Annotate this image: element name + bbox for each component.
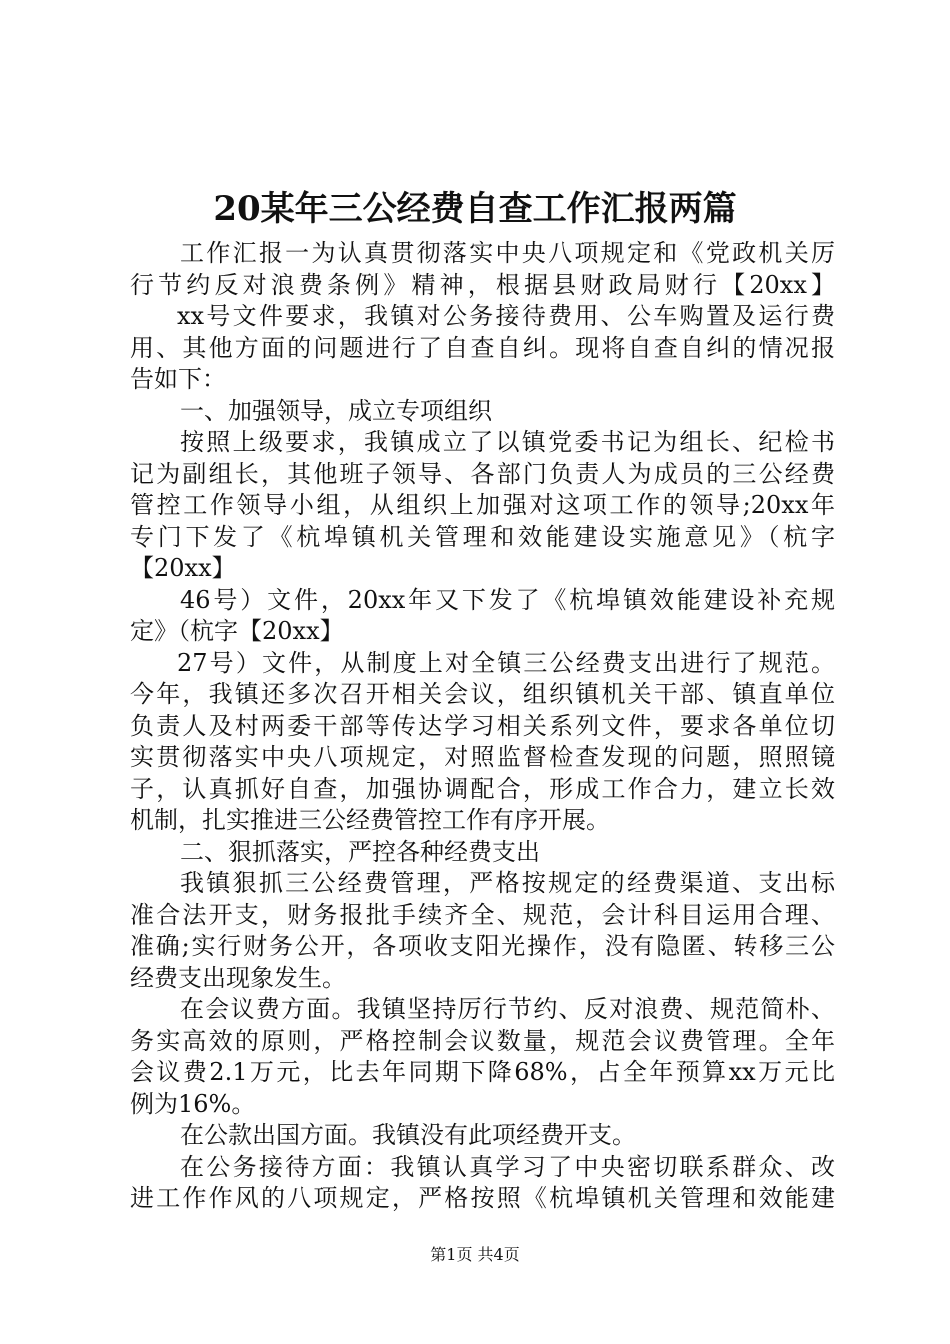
text-line: 会议费2.1万元，比去年同期下降68%，占全年预算xx万元比 bbox=[130, 1058, 835, 1086]
page-footer: 第1页 共4页 bbox=[430, 1245, 520, 1264]
text-line: 告如下： bbox=[130, 365, 226, 393]
text-line: 在公务接待方面：我镇认真学习了中央密切联系群众、改 bbox=[180, 1152, 835, 1181]
text-line: 今年，我镇还多次召开相关会议，组织镇机关干部、镇直单位 bbox=[130, 680, 835, 708]
text-line: 在公款出国方面。我镇没有此项经费开支。 bbox=[180, 1121, 636, 1149]
text-line: xx号文件要求，我镇对公务接待费用、公车购置及运行费 bbox=[177, 302, 835, 330]
text-line: 记为副组长，其他班子领导、各部门负责人为成员的三公经费 bbox=[130, 459, 835, 488]
text-line: 用、其他方面的问题进行了自查自纠。现将自查自纠的情况报 bbox=[130, 333, 835, 362]
text-line: 进工作作风的八项规定，严格按照《杭埠镇机关管理和效能建 bbox=[130, 1184, 835, 1212]
text-line: 46号）文件，20xx年又下发了《杭埠镇效能建设补充规 bbox=[180, 585, 835, 614]
text-line: 我镇狠抓三公经费管理，严格按规定的经费渠道、支出标 bbox=[180, 869, 835, 897]
section-heading: 一、加强领导，成立专项组织 bbox=[180, 396, 492, 425]
text-line: 经费支出现象发生。 bbox=[130, 963, 346, 992]
text-line: 机制，扎实推进三公经费管控工作有序开展。 bbox=[130, 806, 610, 834]
text-line: 定》（杭字【20xx】 bbox=[130, 617, 344, 645]
text-line: 专门下发了《杭埠镇机关管理和效能建设实施意见》（杭字 bbox=[130, 522, 835, 551]
text-line: 准合法开支，财务报批手续齐全、规范，会计科目运用合理、 bbox=[130, 900, 835, 929]
text-line: 例为16%。 bbox=[130, 1089, 256, 1118]
text-line: 管控工作领导小组，从组织上加强对这项工作的领导;20xx年 bbox=[130, 491, 835, 519]
text-line: 按照上级要求，我镇成立了以镇党委书记为组长、纪检书 bbox=[180, 428, 835, 456]
text-line: 务实高效的原则，严格控制会议数量，规范会议费管理。全年 bbox=[130, 1026, 835, 1055]
text-line: 行节约反对浪费条例》精神，根据县财政局财行【20xx】 bbox=[130, 270, 835, 299]
text-line: 负责人及村两委干部等传达学习相关系列文件，要求各单位切 bbox=[130, 711, 835, 740]
text-line: 实贯彻落实中央八项规定，对照监督检查发现的问题，照照镜 bbox=[130, 743, 835, 771]
section-heading: 二、狠抓落实，严控各种经费支出 bbox=[180, 837, 540, 866]
document-title: 20某年三公经费自查工作汇报两篇 bbox=[213, 189, 737, 229]
text-line: 子，认真抓好自查，加强协调配合，形成工作合力，建立长效 bbox=[130, 774, 835, 803]
document-body bbox=[130, 238, 835, 1215]
text-line: 【20xx】 bbox=[130, 554, 236, 582]
text-line: 在会议费方面。我镇坚持厉行节约、反对浪费、规范简朴、 bbox=[180, 995, 835, 1023]
text-line: 27号）文件，从制度上对全镇三公经费支出进行了规范。 bbox=[177, 648, 835, 677]
text-line: 准确;实行财务公开，各项收支阳光操作，没有隐匿、转移三公 bbox=[130, 932, 835, 960]
text-line: 工作汇报一为认真贯彻落实中央八项规定和《党政机关厉 bbox=[180, 239, 835, 267]
